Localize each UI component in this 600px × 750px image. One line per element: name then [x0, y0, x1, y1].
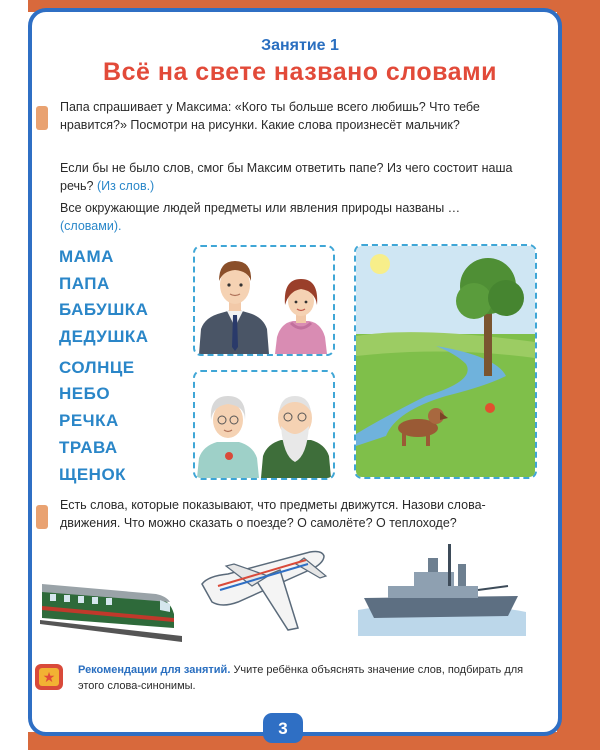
- paragraph-movement: Есть слова, которые показывают, что предметы движутся. Назови слова-движения. Что можно сказать о поезде? О самолёте? О теплоходе?: [60, 498, 486, 530]
- paragraph-question: Папа спрашивает у Максима: «Кого ты больше всего любишь? Что тебе нравится?» Посмотри на рисунки. Какие слова произнесёт мальчик?: [60, 100, 480, 132]
- page-title: Всё на свете названо словами: [103, 58, 497, 86]
- word-item: БАБУШКА: [59, 300, 149, 320]
- paragraph-names-text: Все окружающие людей предметы или явления природы названы …: [60, 201, 461, 215]
- answer-from-words: (Из слов.): [96, 179, 155, 193]
- word-item: ДЕДУШКА: [59, 327, 149, 347]
- word-item: НЕБО: [59, 384, 111, 404]
- grandparents-picture-icon: [195, 372, 333, 478]
- word-item: ПАПА: [59, 273, 110, 293]
- word-item: РЕЧКА: [59, 411, 119, 431]
- parents-illustration: [193, 245, 335, 356]
- parents-picture-icon: [195, 247, 333, 354]
- bullet-marker-2: [36, 505, 48, 529]
- word-item: ЩЕНОК: [59, 464, 127, 484]
- nature-illustration: [354, 244, 537, 479]
- lesson-label: Занятие 1: [261, 37, 339, 54]
- word-item: ТРАВА: [59, 437, 118, 457]
- airplane-icon: [198, 546, 328, 636]
- word-list: [59, 244, 189, 488]
- paragraph-speech: [60, 159, 530, 195]
- recommendation: [78, 662, 538, 694]
- paragraph-names: [60, 199, 530, 235]
- nature-picture-icon: [356, 246, 535, 477]
- page-frame-right: [557, 0, 600, 750]
- recommendation-label: Рекомендации для занятий.: [78, 664, 231, 676]
- recommendation-text: Учите ребёнка объяснять значение слов, подбирать для этого слова-синонимы.: [78, 664, 524, 692]
- recommendation-star-icon: ★: [35, 664, 63, 690]
- page-number: 3: [263, 713, 303, 743]
- paragraph-speech-text: Если бы не было слов, смог бы Максим ответить папе? Из чего состоит наша речь?: [60, 161, 513, 193]
- answer-words: (словами).: [60, 219, 122, 233]
- train-icon: [40, 562, 182, 642]
- grandparents-illustration: [193, 370, 335, 480]
- word-item: МАМА: [59, 247, 114, 266]
- ship-icon: [358, 540, 526, 636]
- word-item: СОЛНЦЕ: [59, 357, 135, 377]
- bullet-marker: [36, 106, 48, 130]
